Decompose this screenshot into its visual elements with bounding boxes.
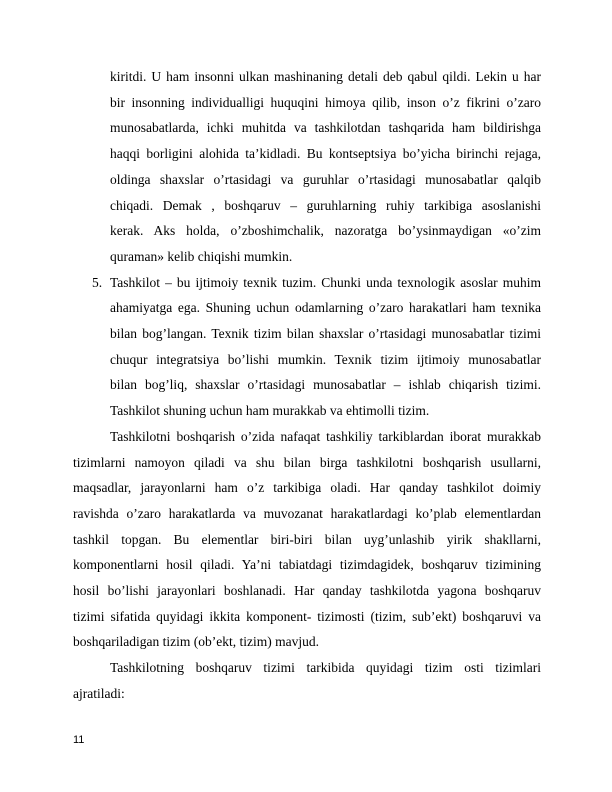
text-line: hosil bo’lishi jarayonlari boshlanadi. Har qanday tashkilotda yagona boshqaruv — [73, 583, 541, 598]
text-line: komponentlarni hosil qiladi. Ya’ni tabiatdagi tizimdagidek, boshqaruv tizimining — [73, 557, 541, 573]
page-number: 11 — [73, 733, 85, 746]
text-line: Tashkilot shuning uchun ham murakkab va ehtimolli tizim. — [110, 403, 430, 419]
text-line: quraman» kelib chiqishi mumkin. — [110, 248, 293, 264]
text-line: munosabatlarda, ichki muhitda va tashkilotdan tashqarida ham bildirishga — [110, 120, 541, 136]
text-line: tashkil topgan. Bu elementlar biri-biri bilan uyg’unlashib yirik shakllarni, — [73, 531, 541, 547]
text-line: ravishda o’zaro harakatlarda va muvozanat harakatlardagi ko’plab elementlardan — [73, 505, 541, 521]
text-line: chuqur integratsiya bo’lishi mumkin. Texnik tizim ijtimoiy munosabatlar — [110, 351, 541, 367]
text-line: bilan bog’langan. Texnik tizim bilan shaxslar o’rtasidagi munosabatlar tizimi — [110, 326, 541, 341]
text-line: haqqi borligini alohida ta’kidladi. Bu kontseptsiya bo’yicha birinchi rejaga, — [110, 146, 541, 162]
text-line: chiqadi. Demak , boshqaruv – guruhlarning ruhiy tarkibiga asoslanishi — [110, 197, 541, 213]
text-line: bilan bog’liq, shaxslar o’rtasidagi munosabatlar – ishlab chiqarish tizimi. — [110, 377, 541, 393]
text-line: kerak. Aks holda, o’zboshimchalik, nazoratga bo’ysinmaydigan «o’zim — [110, 223, 541, 239]
text-line: tizimlarni namoyon qiladi va shu bilan birga tashkilotni boshqarish usullarni, — [73, 454, 541, 470]
list-item-number: 5. — [92, 274, 103, 290]
text-line: boshqariladigan tizim (ob’ekt, tizim) mavjud. — [73, 634, 319, 650]
text-line: bir insonning individualligi huquqini himoya qilib, inson o’z fikrini o’zaro — [110, 94, 541, 110]
text-line: oldinga shaxslar o’rtasidagi va guruhlar o’rtasidagi munosabatlar qalqib — [110, 171, 541, 187]
text-line: tizimi sifatida quyidagi ikkita komponent- tizimosti (tizim, sub’ekt) boshqaruvi va — [73, 608, 541, 624]
text-line: ajratiladi: — [73, 685, 125, 701]
text-line: ahamiyatga ega. Shuning uchun odamlarning o’zaro harakatlari ham texnika — [110, 300, 541, 316]
text-line: maqsadlar, jarayonlarni ham o’z tarkibiga oladi. Har qanday tashkilot doimiy — [73, 480, 541, 496]
text-line: Tashkilot – bu ijtimoiy texnik tuzim. Chunki unda texnologik asoslar muhim — [110, 274, 541, 290]
text-line: kiritdi. U ham insonni ulkan mashinaning detali deb qabul qildi. Lekin u har — [110, 69, 541, 84]
text-line: Tashkilotni boshqarish o’zida nafaqat tashkiliy tarkiblardan iborat murakkab — [110, 428, 541, 444]
text-line: Tashkilotning boshqaruv tizimi tarkibida quyidagi tizim osti tizimlari — [110, 660, 541, 676]
